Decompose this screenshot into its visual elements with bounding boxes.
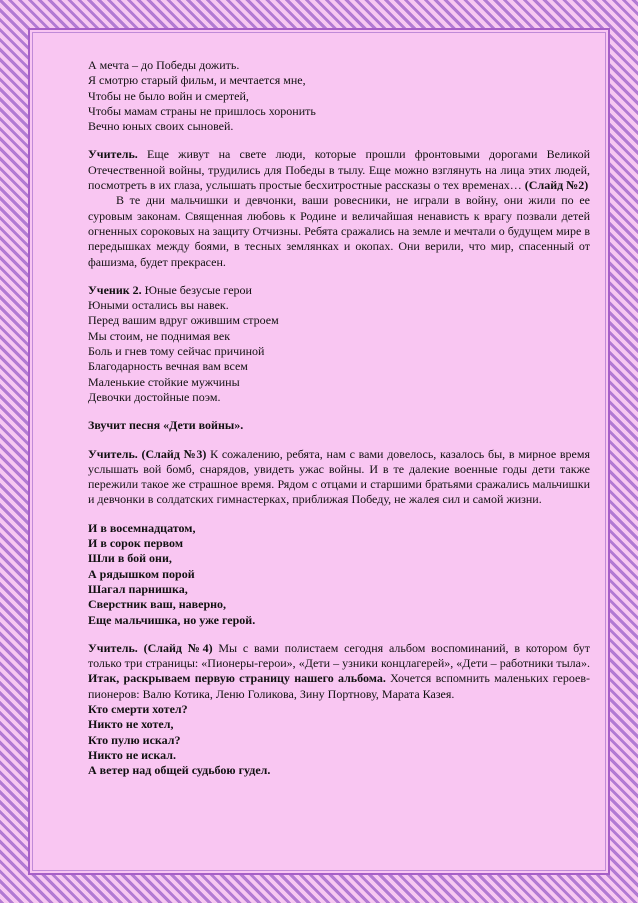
speaker-label: Учитель. (Слайд №4) (88, 640, 213, 655)
poem-line: Маленькие стойкие мужчины (88, 374, 240, 389)
poem-line: Шли в бой они, (88, 551, 172, 566)
speaker-label: Учитель. (88, 147, 138, 162)
poem-line: Юными остались вы навек. (88, 298, 229, 313)
poem-line: Кто смерти хотел? (88, 701, 188, 716)
paragraph-text: Мы с вами полистаем сегодня альбом воспоминаний, в котором бут только три страницы: «Пионеры-герои», «Дети – узники концлагерей», «Дети – работники тыла». (88, 640, 590, 671)
paragraph-text: Хочется вспомнить маленьких героев-пионеров: Валю Котика, Леню Голикова, Зину Портнову, Марата Казея. (88, 671, 590, 701)
poem-line: Я смотрю старый фильм, и мечтается мне, (88, 73, 306, 88)
poem-line: А мечта – до Победы дожить. (88, 58, 240, 72)
poem-line: И в восемнадцатом, (88, 520, 196, 535)
paragraph-text: К сожалению, ребята, нам с вами довелось, казалось бы, в мирное время услышать вой бомб, снарядов, увидеть ужас войны. И в те далекие военные годы дети также пережили такое же страшное время. Рядом с отцами и старшими братьями сражались мальчишки и девчонки в солдатских гимнастерках, приближая Победу, не жалея сил и самой жизни. (88, 446, 590, 507)
teacher-paragraph-2: В те дни мальчишки и девчонки, ваши ровесники, не играли в войну, они жили по ее суровым законам. Священная любовь к Родине и величайшая ненависть к врагу позвали детей огненных сороковых на защиту Отчизны. Ребята сражались на земле и мечтали о будущем мире в передышках между боями, в тесных землянках и окопах. Они верили, что мир, спасенный от фашизма, будет прекрасен. (88, 193, 590, 269)
document-body (88, 58, 590, 778)
poem-line: Кто пулю искал? (88, 732, 181, 747)
poem-line: Сверстник ваш, наверно, (88, 597, 227, 612)
teacher-paragraph-3 (88, 447, 590, 508)
poem-line: Чтобы мамам страны не пришлось хоронить (88, 103, 316, 118)
poem-line: Девочки достойные поэм. (88, 389, 221, 404)
poem-line: Мы стоим, не поднимая век (88, 328, 231, 343)
emphasis-text: Итак, раскрываем первую страницу нашего альбома. (88, 671, 386, 686)
poem-line: Боль и гнев тому сейчас причиной (88, 344, 265, 359)
poem-line: А рядышком порой (88, 566, 195, 581)
poem-line: Еще мальчишка, но уже герой. (88, 612, 256, 627)
student-2-poem (88, 283, 590, 405)
poem-stanza-3 (88, 702, 590, 778)
poem-stanza-2 (88, 521, 590, 628)
teacher-paragraph-1 (88, 147, 590, 193)
poem-line: Никто не искал. (88, 747, 176, 762)
poem-line: Никто не хотел, (88, 717, 174, 732)
poem-line: Перед вашим вдруг ожившим строем (88, 313, 279, 328)
paragraph-text: Еще живут на свете люди, которые прошли фронтовыми дорогами Великой Отечественной войны, трудились для Победы в тылу. Еще можно взглянуть на лица этих людей, посмотреть в их глаза, услышать простые бесхитростные рассказы о тех временах… (88, 147, 590, 193)
poem-line: Вечно юных своих сыновей. (88, 119, 234, 134)
teacher-paragraph-4 (88, 641, 590, 702)
speaker-label: Учитель. (Слайд №3) (88, 446, 207, 461)
poem-line: Юные безусые герои (141, 282, 252, 297)
poem-line: Шагал парнишка, (88, 581, 188, 596)
song-note: Звучит песня «Дети войны». (88, 418, 244, 433)
poem-line: А ветер над общей судьбою гудел. (88, 763, 271, 778)
slide-ref: (Слайд №2) (524, 178, 589, 193)
poem-line: Благодарность вечная вам всем (88, 359, 248, 374)
poem-stanza-1 (88, 58, 590, 134)
speaker-label: Ученик 2. (88, 282, 142, 297)
poem-line: Чтобы не было войн и смертей, (88, 88, 249, 103)
poem-line: И в сорок первом (88, 536, 183, 551)
